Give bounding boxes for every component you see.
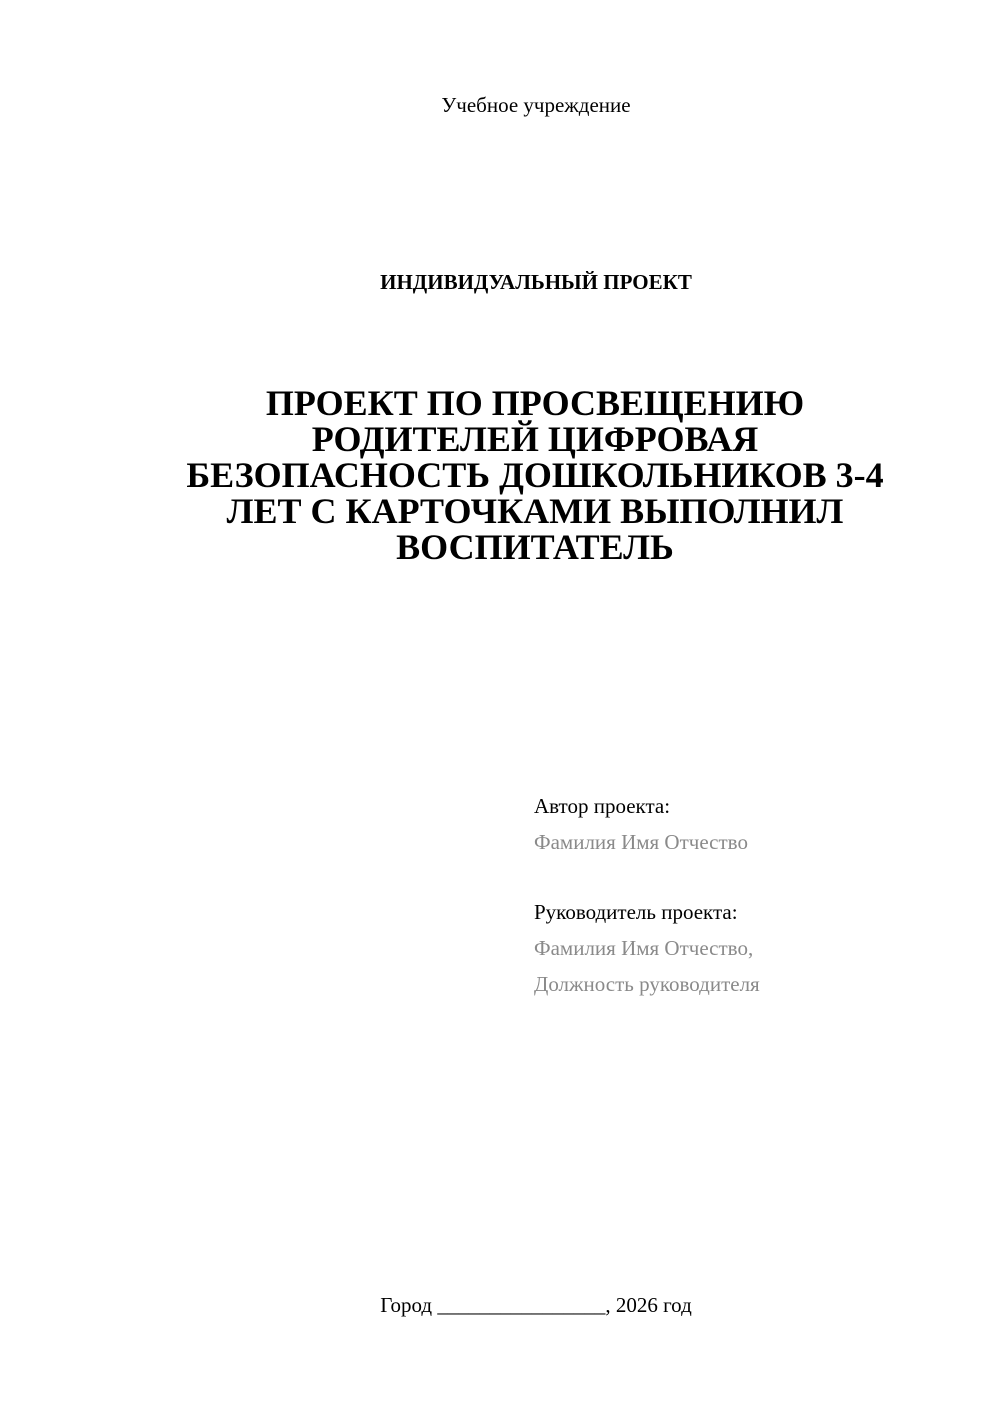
author-name-placeholder: Фамилия Имя Отчество [534, 830, 748, 854]
project-title-line: БЕЗОПАСНОСТЬ ДОШКОЛЬНИКОВ 3-4 [186, 455, 884, 495]
document-type: ИНДИВИДУАЛЬНЫЙ ПРОЕКТ [380, 270, 692, 294]
supervisor-position-placeholder: Должность руководителя [534, 972, 760, 996]
authorship-block [534, 788, 974, 1002]
institution-name: Учебное учреждение [441, 93, 631, 117]
spacer [534, 860, 974, 894]
supervisor-name-placeholder: Фамилия Имя Отчество, [534, 936, 754, 960]
author-label: Автор проекта: [534, 794, 671, 818]
project-title-line: ЛЕТ С КАРТОЧКАМИ ВЫПОЛНИЛ [226, 491, 844, 531]
project-title-line: ПРОЕКТ ПО ПРОСВЕЩЕНИЮ [265, 383, 805, 423]
project-title [150, 385, 920, 565]
project-title-line: ВОСПИТАТЕЛЬ [396, 527, 674, 567]
project-title-line: РОДИТЕЛЕЙ ЦИФРОВАЯ [311, 419, 759, 459]
supervisor-label: Руководитель проекта: [534, 900, 738, 924]
city-year-line: Город ________________, 2026 год [380, 1293, 692, 1317]
